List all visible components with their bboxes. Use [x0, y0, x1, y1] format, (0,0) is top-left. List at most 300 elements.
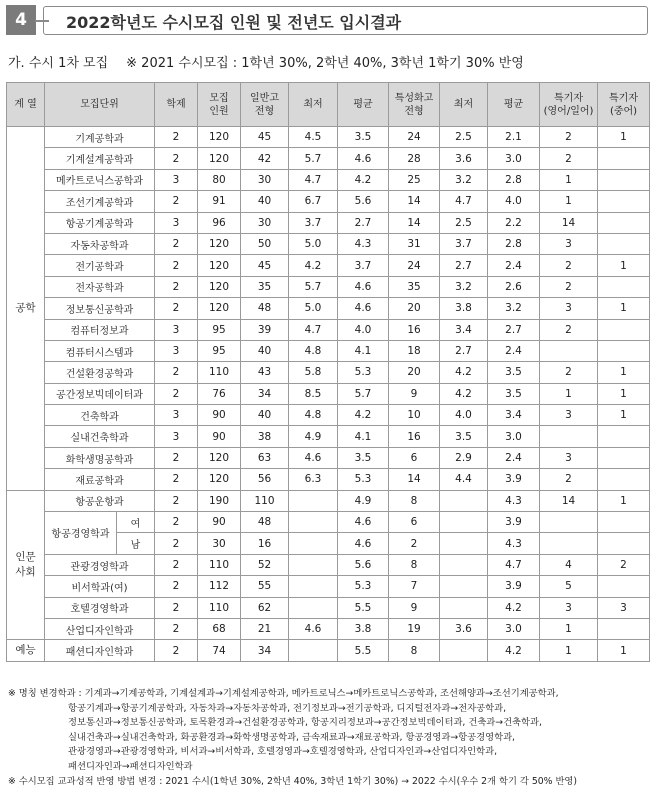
data-cell [598, 447, 650, 468]
data-cell: 4.2 [289, 255, 338, 276]
data-cell: 2 [389, 533, 440, 554]
data-cell: 14 [540, 212, 598, 233]
dept-cell: 메카트로닉스공학과 [45, 169, 155, 190]
dept-cell: 관광경영학과 [45, 554, 155, 575]
data-cell: 48 [241, 298, 289, 319]
data-cell: 4.6 [338, 148, 389, 169]
data-cell: 2.8 [488, 233, 540, 254]
data-cell: 56 [241, 469, 289, 490]
data-cell: 16 [389, 426, 440, 447]
data-cell: 96 [198, 212, 241, 233]
data-cell: 3 [155, 319, 198, 340]
data-cell: 5.5 [338, 640, 389, 661]
data-cell: 31 [389, 233, 440, 254]
data-cell: 110 [198, 362, 241, 383]
data-cell: 110 [198, 597, 241, 618]
data-cell: 40 [241, 340, 289, 361]
data-cell: 3 [598, 597, 650, 618]
data-cell: 3.8 [338, 618, 389, 639]
data-cell [440, 490, 488, 511]
column-header: 평균 [338, 83, 389, 127]
data-cell: 6 [389, 447, 440, 468]
data-cell: 2 [155, 276, 198, 297]
data-cell: 2 [155, 383, 198, 404]
data-cell: 45 [241, 127, 289, 148]
dept-cell: 비서학과(여) [45, 576, 155, 597]
data-cell: 9 [389, 597, 440, 618]
data-cell [540, 533, 598, 554]
data-cell: 4.2 [338, 405, 389, 426]
data-cell: 1 [598, 362, 650, 383]
data-cell: 16 [241, 533, 289, 554]
admission-table [6, 82, 650, 662]
table-row [7, 212, 650, 233]
data-cell: 2 [155, 127, 198, 148]
table-row [7, 276, 650, 297]
data-cell: 2.7 [440, 255, 488, 276]
data-cell: 38 [241, 426, 289, 447]
table-header-row [7, 83, 650, 127]
data-cell: 8.5 [289, 383, 338, 404]
data-cell: 4.2 [488, 640, 540, 661]
data-cell: 3 [540, 298, 598, 319]
table-row [7, 469, 650, 490]
data-cell: 2 [155, 362, 198, 383]
data-cell: 95 [198, 340, 241, 361]
page-title: 2022학년도 수시모집 인원 및 전년도 입시결과 [66, 13, 402, 32]
data-cell: 2 [155, 576, 198, 597]
data-cell: 3.7 [338, 255, 389, 276]
data-cell: 4.0 [338, 319, 389, 340]
data-cell: 2 [540, 469, 598, 490]
data-cell: 4.0 [440, 405, 488, 426]
data-cell: 3.5 [338, 447, 389, 468]
data-cell [289, 512, 338, 533]
data-cell: 3.4 [488, 405, 540, 426]
data-cell: 4.5 [289, 127, 338, 148]
table-row [7, 405, 650, 426]
data-cell [598, 233, 650, 254]
data-cell: 6 [389, 512, 440, 533]
table-row [7, 148, 650, 169]
data-cell: 4 [540, 554, 598, 575]
data-cell: 2 [155, 148, 198, 169]
data-cell: 2.7 [488, 319, 540, 340]
data-cell: 2 [155, 490, 198, 511]
data-cell: 3 [540, 405, 598, 426]
section-header [6, 5, 648, 35]
data-cell: 4.6 [289, 618, 338, 639]
table-row [7, 127, 650, 148]
data-cell: 5.3 [338, 469, 389, 490]
dept-cell: 화학생명공학과 [45, 447, 155, 468]
data-cell [289, 640, 338, 661]
data-cell: 35 [241, 276, 289, 297]
data-cell: 112 [198, 576, 241, 597]
data-cell [440, 597, 488, 618]
data-cell: 3.9 [488, 469, 540, 490]
dept-cell: 컴퓨터정보과 [45, 319, 155, 340]
data-cell: 2 [540, 255, 598, 276]
data-cell [289, 554, 338, 575]
data-cell: 120 [198, 127, 241, 148]
data-cell: 34 [241, 383, 289, 404]
data-cell: 2 [540, 148, 598, 169]
data-cell: 2.9 [440, 447, 488, 468]
data-cell: 48 [241, 512, 289, 533]
data-cell: 90 [198, 405, 241, 426]
data-cell: 4.7 [488, 554, 540, 575]
data-cell [289, 576, 338, 597]
data-cell: 4.7 [289, 319, 338, 340]
data-cell: 40 [241, 191, 289, 212]
data-cell: 3.2 [488, 298, 540, 319]
data-cell: 2 [155, 618, 198, 639]
column-header: 평균 [488, 83, 540, 127]
data-cell: 3 [540, 447, 598, 468]
table-row [7, 426, 650, 447]
data-cell: 5.3 [338, 362, 389, 383]
data-cell: 20 [389, 298, 440, 319]
data-cell: 4.8 [289, 340, 338, 361]
data-cell: 1 [598, 298, 650, 319]
data-cell: 4.2 [440, 383, 488, 404]
data-cell: 90 [198, 512, 241, 533]
data-cell: 4.7 [289, 169, 338, 190]
data-cell [598, 169, 650, 190]
note-line: 패션디자인과→패션디자인학과 [68, 760, 193, 772]
data-cell [598, 426, 650, 447]
data-cell: 30 [241, 212, 289, 233]
data-cell [540, 340, 598, 361]
subtitle-right: ※ 2021 수시모집 : 1학년 30%, 2학년 40%, 3학년 1학기 30% 반영 [126, 56, 524, 71]
data-cell: 6.3 [289, 469, 338, 490]
section-number: 4 [6, 5, 36, 35]
dept-cell: 자동차공학과 [45, 233, 155, 254]
data-cell: 4.3 [488, 490, 540, 511]
subtitle-left: 가. 수시 1차 모집 [8, 56, 109, 71]
data-cell: 1 [598, 490, 650, 511]
data-cell: 91 [198, 191, 241, 212]
data-cell [598, 340, 650, 361]
data-cell: 2.8 [488, 169, 540, 190]
table-row [7, 233, 650, 254]
data-cell: 1 [598, 405, 650, 426]
data-cell: 3.6 [440, 618, 488, 639]
data-cell: 3 [155, 426, 198, 447]
table-row [7, 383, 650, 404]
data-cell: 14 [389, 469, 440, 490]
data-cell: 3.2 [440, 169, 488, 190]
category-cell: 인문 사회 [7, 490, 45, 640]
data-cell: 4.8 [289, 405, 338, 426]
table-row [7, 640, 650, 661]
column-header: 최저 [289, 83, 338, 127]
data-cell: 25 [389, 169, 440, 190]
data-cell: 4.6 [338, 298, 389, 319]
dept-cell: 전자공학과 [45, 276, 155, 297]
data-cell: 120 [198, 276, 241, 297]
data-cell: 2 [155, 533, 198, 554]
column-header: 계 열 [7, 83, 45, 127]
data-cell: 50 [241, 233, 289, 254]
data-cell [289, 597, 338, 618]
notes [8, 687, 653, 789]
data-cell: 4.1 [338, 426, 389, 447]
data-cell: 120 [198, 469, 241, 490]
data-cell: 2.6 [488, 276, 540, 297]
data-cell: 2 [155, 640, 198, 661]
title-connector [35, 20, 49, 22]
data-cell: 2 [155, 447, 198, 468]
data-cell: 1 [598, 127, 650, 148]
data-cell [540, 426, 598, 447]
data-cell: 2 [540, 362, 598, 383]
data-cell: 5.7 [338, 383, 389, 404]
data-cell: 120 [198, 233, 241, 254]
data-cell: 3.5 [488, 362, 540, 383]
data-cell [598, 533, 650, 554]
data-cell: 4.0 [488, 191, 540, 212]
data-cell: 14 [389, 212, 440, 233]
data-cell: 3.7 [289, 212, 338, 233]
data-cell: 4.6 [338, 276, 389, 297]
data-cell: 3.4 [440, 319, 488, 340]
data-cell: 3 [155, 212, 198, 233]
column-header: 모집단위 [45, 83, 155, 127]
data-cell: 1 [540, 640, 598, 661]
data-cell: 4.4 [440, 469, 488, 490]
data-cell: 3 [540, 597, 598, 618]
data-cell: 1 [598, 640, 650, 661]
data-cell: 1 [540, 169, 598, 190]
data-cell: 4.9 [338, 490, 389, 511]
data-cell: 2 [155, 512, 198, 533]
data-cell: 5 [540, 576, 598, 597]
data-cell: 45 [241, 255, 289, 276]
data-cell: 120 [198, 447, 241, 468]
data-cell [440, 512, 488, 533]
data-cell: 120 [198, 148, 241, 169]
data-cell: 4.7 [440, 191, 488, 212]
note-line: 정보통신과→정보통신공학과, 토목환경과→건설환경공학과, 항공지리정보과→공간정보빅데이터과, 건축과→건축학과, [68, 717, 542, 729]
data-cell: 7 [389, 576, 440, 597]
data-cell: 3.7 [440, 233, 488, 254]
data-cell: 63 [241, 447, 289, 468]
data-cell: 2.4 [488, 255, 540, 276]
data-cell: 6.7 [289, 191, 338, 212]
table-row [7, 169, 650, 190]
table-row [7, 554, 650, 575]
column-header: 특성화고 전형 [389, 83, 440, 127]
data-cell: 8 [389, 640, 440, 661]
data-cell: 43 [241, 362, 289, 383]
data-cell: 28 [389, 148, 440, 169]
dept-cell: 항공경영학과 [45, 512, 117, 555]
table-row [7, 597, 650, 618]
data-cell [598, 191, 650, 212]
data-cell: 4.2 [338, 169, 389, 190]
category-cell: 예능 [7, 640, 45, 661]
data-cell [440, 533, 488, 554]
data-cell: 39 [241, 319, 289, 340]
data-cell: 3.6 [440, 148, 488, 169]
table-row [7, 255, 650, 276]
data-cell: 3.0 [488, 426, 540, 447]
data-cell: 10 [389, 405, 440, 426]
data-cell: 3.0 [488, 618, 540, 639]
data-cell: 110 [241, 490, 289, 511]
data-cell: 14 [389, 191, 440, 212]
dept-cell: 재료공학과 [45, 469, 155, 490]
table-row [7, 618, 650, 639]
data-cell: 2 [155, 554, 198, 575]
data-cell: 2.1 [488, 127, 540, 148]
data-cell [598, 576, 650, 597]
data-cell: 16 [389, 319, 440, 340]
data-cell: 20 [389, 362, 440, 383]
data-cell: 120 [198, 255, 241, 276]
data-cell: 3 [540, 233, 598, 254]
data-cell: 2.7 [338, 212, 389, 233]
data-cell: 95 [198, 319, 241, 340]
table-row [7, 319, 650, 340]
data-cell: 1 [540, 383, 598, 404]
column-header: 특기자 (영어/일어) [540, 83, 598, 127]
column-header: 학제 [155, 83, 198, 127]
dept-cell: 기계설계공학과 [45, 148, 155, 169]
data-cell: 3.9 [488, 576, 540, 597]
data-cell [440, 576, 488, 597]
data-cell [598, 319, 650, 340]
data-cell: 52 [241, 554, 289, 575]
data-cell [440, 554, 488, 575]
data-cell: 4.9 [289, 426, 338, 447]
data-cell [598, 512, 650, 533]
data-cell: 5.0 [289, 233, 338, 254]
data-cell: 8 [389, 490, 440, 511]
data-cell: 1 [540, 618, 598, 639]
table-row [7, 340, 650, 361]
data-cell: 2 [155, 597, 198, 618]
dept-cell: 공간정보빅데이터과 [45, 383, 155, 404]
note-line: 항공기계과→항공기계공학과, 자동차과→자동차공학과, 전기정보과→전기공학과, 디지털전자과→전자공학과, [68, 702, 507, 714]
data-cell: 74 [198, 640, 241, 661]
data-cell: 62 [241, 597, 289, 618]
dept-cell: 패션디자인학과 [45, 640, 155, 661]
column-header: 일반고 전형 [241, 83, 289, 127]
dept-cell: 조선기계공학과 [45, 191, 155, 212]
data-cell: 90 [198, 426, 241, 447]
data-cell [598, 469, 650, 490]
table-row [7, 191, 650, 212]
data-cell: 24 [389, 255, 440, 276]
data-cell: 2.5 [440, 212, 488, 233]
data-cell: 14 [540, 490, 598, 511]
data-cell [598, 276, 650, 297]
data-cell: 190 [198, 490, 241, 511]
data-cell: 4.1 [338, 340, 389, 361]
data-cell: 35 [389, 276, 440, 297]
data-cell: 5.3 [338, 576, 389, 597]
data-cell: 5.6 [338, 554, 389, 575]
data-cell: 2 [155, 298, 198, 319]
category-cell: 공학 [7, 127, 45, 491]
data-cell: 4.6 [338, 512, 389, 533]
data-cell: 2 [540, 127, 598, 148]
gender-cell: 남 [117, 533, 155, 554]
data-cell: 4.3 [488, 533, 540, 554]
data-cell: 3 [155, 340, 198, 361]
data-cell: 2.2 [488, 212, 540, 233]
data-cell: 1 [598, 255, 650, 276]
dept-cell: 호텔경영학과 [45, 597, 155, 618]
data-cell [440, 640, 488, 661]
data-cell: 3.5 [338, 127, 389, 148]
table-row [7, 362, 650, 383]
data-cell: 2.4 [488, 447, 540, 468]
data-cell [598, 212, 650, 233]
data-cell: 3.2 [440, 276, 488, 297]
data-cell: 120 [198, 298, 241, 319]
data-cell: 2 [155, 469, 198, 490]
data-cell: 3.5 [440, 426, 488, 447]
column-header: 최저 [440, 83, 488, 127]
data-cell [540, 512, 598, 533]
data-cell: 40 [241, 405, 289, 426]
data-cell: 2 [540, 276, 598, 297]
data-cell: 3.5 [488, 383, 540, 404]
data-cell: 4.3 [338, 233, 389, 254]
subtitle [8, 52, 524, 71]
data-cell: 2.5 [440, 127, 488, 148]
table-row [7, 576, 650, 597]
data-cell: 2 [155, 233, 198, 254]
data-cell: 1 [598, 383, 650, 404]
data-cell: 5.7 [289, 148, 338, 169]
data-cell: 110 [198, 554, 241, 575]
column-header: 특기자 (중어) [598, 83, 650, 127]
table-row [7, 512, 650, 533]
data-cell: 5.6 [338, 191, 389, 212]
data-cell: 5.0 [289, 298, 338, 319]
data-cell: 4.2 [488, 597, 540, 618]
dept-cell: 항공운항과 [45, 490, 155, 511]
data-cell: 4.6 [338, 533, 389, 554]
data-cell: 30 [198, 533, 241, 554]
note-line: 실내건축과→실내건축학과, 화공환경과→화학생명공학과, 금속재료과→재료공학과, 항공경영과→항공경영학과, [68, 731, 516, 743]
data-cell: 1 [540, 191, 598, 212]
data-cell: 21 [241, 618, 289, 639]
dept-cell: 건설환경공학과 [45, 362, 155, 383]
data-cell: 18 [389, 340, 440, 361]
data-cell: 2 [155, 191, 198, 212]
data-cell: 3.9 [488, 512, 540, 533]
data-cell: 5.8 [289, 362, 338, 383]
note-line: ※ 명칭 변경학과 : 기계과→기계공학과, 기계설계과→기계설계공학과, 메카트로닉스→메카트로닉스공학과, 조선해양과→조선기계공학과, [8, 688, 559, 699]
data-cell: 2 [155, 255, 198, 276]
data-cell: 2 [540, 319, 598, 340]
data-cell: 3 [155, 405, 198, 426]
note-line: ※ 수시모집 교과성적 반영 방법 변경 : 2021 수시(1학년 30%, 2학년 40%, 3학년 1학기 30%) → 2022 수시(우수 2개 학기 각 50% 반영) [8, 775, 578, 787]
data-cell: 5.7 [289, 276, 338, 297]
data-cell: 19 [389, 618, 440, 639]
dept-cell: 컴퓨터시스템과 [45, 340, 155, 361]
data-cell: 76 [198, 383, 241, 404]
data-cell: 24 [389, 127, 440, 148]
dept-cell: 실내건축학과 [45, 426, 155, 447]
data-cell: 4.2 [440, 362, 488, 383]
